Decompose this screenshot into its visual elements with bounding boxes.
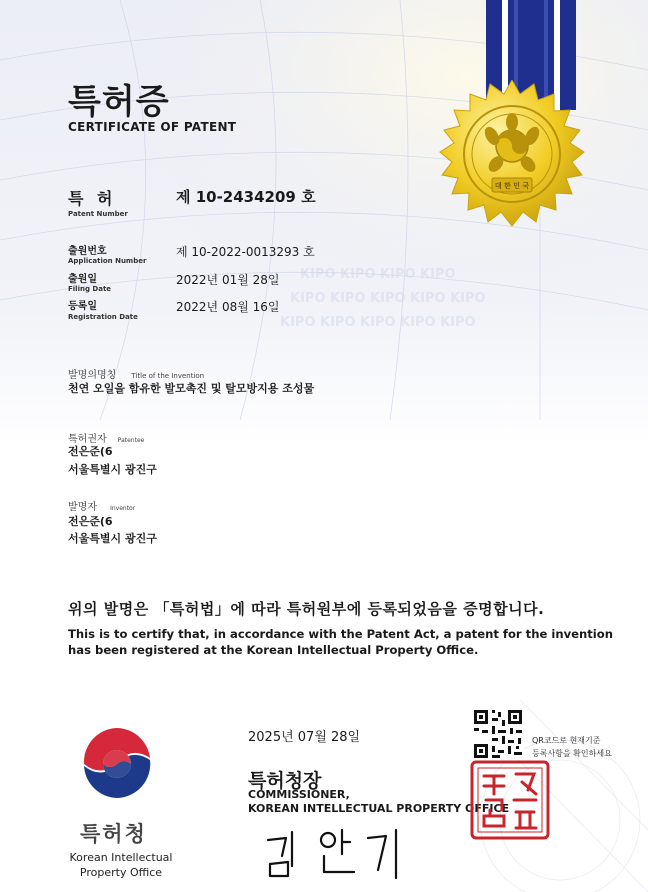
inventor-name: 전은준(6 (68, 515, 113, 528)
svg-text:KIPO KIPO KIPO KIPO KIPO: KIPO KIPO KIPO KIPO KIPO (280, 315, 476, 330)
kipo-name-en-line2: Property Office (79, 866, 163, 879)
filing-date-label: 출원일 (68, 274, 97, 285)
registration-date-label-en: Registration Date (68, 313, 138, 321)
commissioner-title: 특허청장 (248, 770, 322, 792)
registration-date-label: 등록일 (68, 301, 97, 312)
commissioner-line1: COMMISSIONER, (248, 788, 350, 801)
invention-title: 천연 오일을 함유한 발모촉진 및 탈모방지용 조성물 (68, 382, 315, 395)
patentee-name: 전은준(6 (68, 445, 113, 458)
svg-text:KIPO KIPO KIPO KIPO KIPO: KIPO KIPO KIPO KIPO KIPO (290, 291, 486, 306)
application-number-value: 제 10-2022-0013293 호 (176, 245, 315, 259)
official-stamp-icon (470, 760, 550, 840)
patentee-label: 특허권자 (68, 434, 107, 445)
patentee-address: 서울특별시 광진구 (68, 463, 157, 476)
inventor-section (68, 495, 135, 514)
application-number-label: 출원번호 (68, 246, 107, 257)
filing-date-label-en: Filing Date (68, 285, 112, 293)
invention-label: 발명의명칭 (68, 370, 117, 381)
patent-number-value: 제 10-2434209 호 (176, 188, 316, 206)
inventor-label: 발명자 (68, 502, 97, 513)
kipo-name-en (66, 850, 176, 880)
page-title: 특허증 (68, 82, 170, 122)
kipo-name-en-line1: Korean Intellectual (69, 851, 173, 864)
inventor-address: 서울특별시 광진구 (68, 532, 157, 545)
certification-ko: 위의 발명은 「특허법」에 따라 특허원부에 등록되었음을 증명합니다. (68, 600, 545, 618)
page-subtitle: CERTIFICATE OF PATENT (68, 120, 237, 134)
issue-date: 2025년 07월 28일 (248, 730, 361, 745)
seal-label: 대 한 민 국 (494, 182, 530, 190)
certification-en: This is to certify that, in accordance with the Patent Act, a patent for the invention has been registered at the Korean Intellectual Property Office. (68, 627, 614, 657)
application-number-label-en: Application Number (68, 257, 147, 265)
patent-number-label: 특 허 (68, 189, 117, 208)
patent-number-label-en: Patent Number (68, 210, 128, 218)
kipo-name-ko: 특허청 (80, 822, 147, 846)
registration-date-value: 2022년 08월 16일 (176, 300, 280, 314)
invention-label-en: Title of the Invention (131, 372, 205, 380)
qr-code-icon[interactable] (472, 708, 524, 760)
signature-icon (262, 826, 422, 882)
svg-text:KIPO KIPO KIPO KIPO: KIPO KIPO KIPO KIPO (300, 267, 456, 282)
filing-date-value: 2022년 01월 28일 (176, 273, 280, 287)
patentee-label-en: Patentee (117, 437, 145, 444)
inventor-label-en: Inventor (110, 505, 136, 512)
qr-note-line2: 등록사항을 확인하세요 (532, 749, 612, 758)
kipo-logo-icon (80, 724, 154, 804)
gold-seal-icon (434, 80, 590, 236)
qr-note-line1: QR코드로 현재기준 (532, 736, 601, 745)
qr-note (532, 734, 612, 760)
commissioner-line2: KOREAN INTELLECTUAL PROPERTY OFFICE (248, 802, 510, 815)
